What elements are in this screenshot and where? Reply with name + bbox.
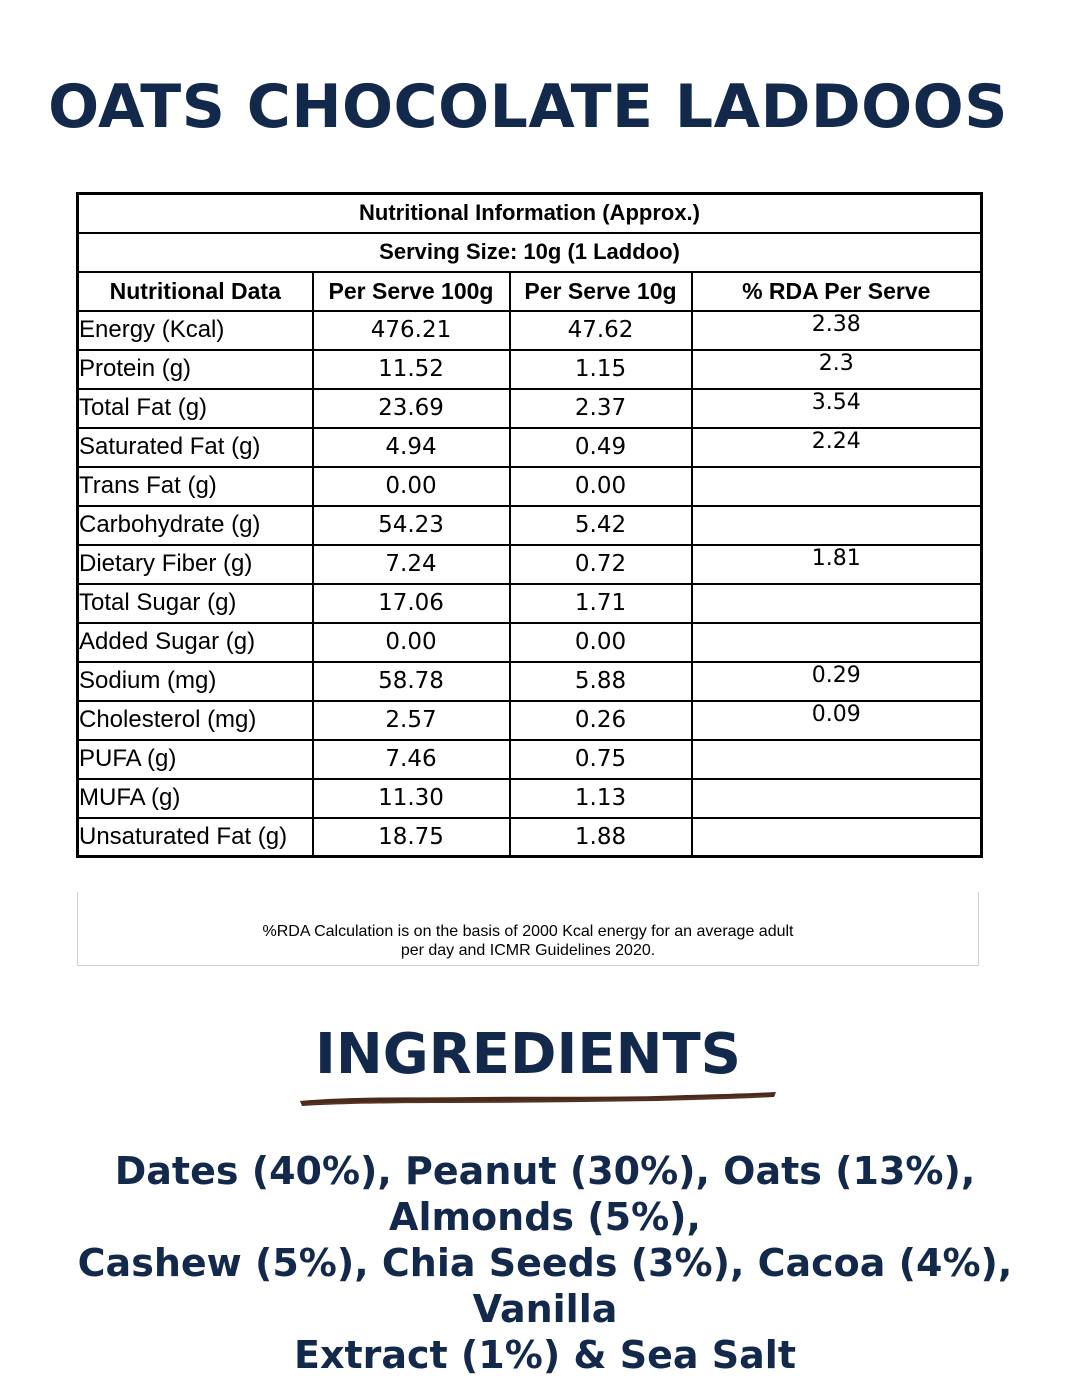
per-100g-value: 4.94 bbox=[313, 428, 510, 467]
rda-value bbox=[692, 779, 982, 818]
per-10g-value: 2.37 bbox=[510, 389, 692, 428]
column-header: Nutritional Data bbox=[78, 272, 313, 311]
rda-value: 0.29 bbox=[692, 662, 982, 701]
per-100g-value: 7.24 bbox=[313, 545, 510, 584]
per-100g-value: 0.00 bbox=[313, 467, 510, 506]
rda-value: 1.81 bbox=[692, 545, 982, 584]
per-10g-value: 0.00 bbox=[510, 467, 692, 506]
per-10g-value: 0.49 bbox=[510, 428, 692, 467]
rda-value bbox=[692, 818, 982, 857]
table-row bbox=[78, 350, 982, 389]
per-100g-value: 11.52 bbox=[313, 350, 510, 389]
column-header: % RDA Per Serve bbox=[692, 272, 982, 311]
column-header-row bbox=[78, 272, 982, 311]
table-row bbox=[78, 740, 982, 779]
nutrient-name: Carbohydrate (g) bbox=[78, 506, 313, 545]
nutrient-name: Sodium (mg) bbox=[78, 662, 313, 701]
table-row bbox=[78, 662, 982, 701]
rda-note-line1: %RDA Calculation is on the basis of 2000 Kcal energy for an average adult bbox=[262, 923, 794, 940]
rda-value: 3.54 bbox=[692, 389, 982, 428]
ingredients-line: Cashew (5%), Chia Seeds (3%), Cacoa (4%), Vanilla bbox=[77, 1241, 1013, 1331]
rda-value: 2.24 bbox=[692, 428, 982, 467]
per-100g-value: 18.75 bbox=[313, 818, 510, 857]
nutrient-name: Added Sugar (g) bbox=[78, 623, 313, 662]
rda-value bbox=[692, 623, 982, 662]
rda-note-line2: per day and ICMR Guidelines 2020. bbox=[400, 942, 656, 959]
table-row bbox=[78, 428, 982, 467]
per-10g-value: 1.88 bbox=[510, 818, 692, 857]
nutrient-name: Dietary Fiber (g) bbox=[78, 545, 313, 584]
per-10g-value: 0.72 bbox=[510, 545, 692, 584]
per-100g-value: 0.00 bbox=[313, 623, 510, 662]
rda-value bbox=[692, 467, 982, 506]
nutrient-name: Cholesterol (mg) bbox=[78, 701, 313, 740]
table-row bbox=[78, 701, 982, 740]
nutrient-name: Total Fat (g) bbox=[78, 389, 313, 428]
rda-value bbox=[692, 740, 982, 779]
rda-value: 2.38 bbox=[692, 311, 982, 350]
ingredients-line: Dates (40%), Peanut (30%), Oats (13%), Almonds (5%), bbox=[114, 1149, 976, 1239]
table-row bbox=[78, 545, 982, 584]
serving-size: Serving Size: 10g (1 Laddoo) bbox=[78, 233, 982, 272]
table-row bbox=[78, 584, 982, 623]
nutrient-name: Total Sugar (g) bbox=[78, 584, 313, 623]
per-100g-value: 58.78 bbox=[313, 662, 510, 701]
table-row bbox=[78, 779, 982, 818]
per-10g-value: 0.26 bbox=[510, 701, 692, 740]
per-100g-value: 17.06 bbox=[313, 584, 510, 623]
brush-stroke-underline bbox=[296, 1088, 778, 1110]
table-row bbox=[78, 623, 982, 662]
rda-value: 2.3 bbox=[692, 350, 982, 389]
nutrition-table bbox=[76, 192, 983, 858]
per-10g-value: 0.75 bbox=[510, 740, 692, 779]
nutrient-name: PUFA (g) bbox=[78, 740, 313, 779]
nutrient-name: Protein (g) bbox=[78, 350, 313, 389]
ingredients-line: Extract (1%) & Sea Salt bbox=[294, 1333, 796, 1377]
serving-size-row bbox=[78, 233, 982, 272]
nutrient-name: Saturated Fat (g) bbox=[78, 428, 313, 467]
nutrient-name: Trans Fat (g) bbox=[78, 467, 313, 506]
per-10g-value: 0.00 bbox=[510, 623, 692, 662]
per-100g-value: 54.23 bbox=[313, 506, 510, 545]
rda-note bbox=[77, 892, 979, 966]
per-100g-value: 2.57 bbox=[313, 701, 510, 740]
rda-value bbox=[692, 584, 982, 623]
per-100g-value: 7.46 bbox=[313, 740, 510, 779]
nutrient-name: Energy (Kcal) bbox=[78, 311, 313, 350]
table-row bbox=[78, 311, 982, 350]
product-title: OATS CHOCOLATE LADDOOS bbox=[48, 72, 1008, 142]
per-10g-value: 1.71 bbox=[510, 584, 692, 623]
rda-value: 0.09 bbox=[692, 701, 982, 740]
nutrient-name: Unsaturated Fat (g) bbox=[78, 818, 313, 857]
table-row bbox=[78, 467, 982, 506]
per-10g-value: 47.62 bbox=[510, 311, 692, 350]
column-header: Per Serve 10g bbox=[510, 272, 692, 311]
per-10g-value: 1.15 bbox=[510, 350, 692, 389]
nutrient-name: MUFA (g) bbox=[78, 779, 313, 818]
rda-value bbox=[692, 506, 982, 545]
table-row bbox=[78, 818, 982, 857]
per-10g-value: 5.42 bbox=[510, 506, 692, 545]
table-row bbox=[78, 506, 982, 545]
column-header: Per Serve 100g bbox=[313, 272, 510, 311]
table-heading: Nutritional Information (Approx.) bbox=[78, 194, 982, 233]
per-100g-value: 11.30 bbox=[313, 779, 510, 818]
ingredients-list bbox=[20, 1148, 1070, 1378]
per-10g-value: 5.88 bbox=[510, 662, 692, 701]
table-row bbox=[78, 389, 982, 428]
per-10g-value: 1.13 bbox=[510, 779, 692, 818]
ingredients-title: INGREDIENTS bbox=[314, 1022, 741, 1087]
table-heading-row bbox=[78, 194, 982, 233]
per-100g-value: 476.21 bbox=[313, 311, 510, 350]
per-100g-value: 23.69 bbox=[313, 389, 510, 428]
